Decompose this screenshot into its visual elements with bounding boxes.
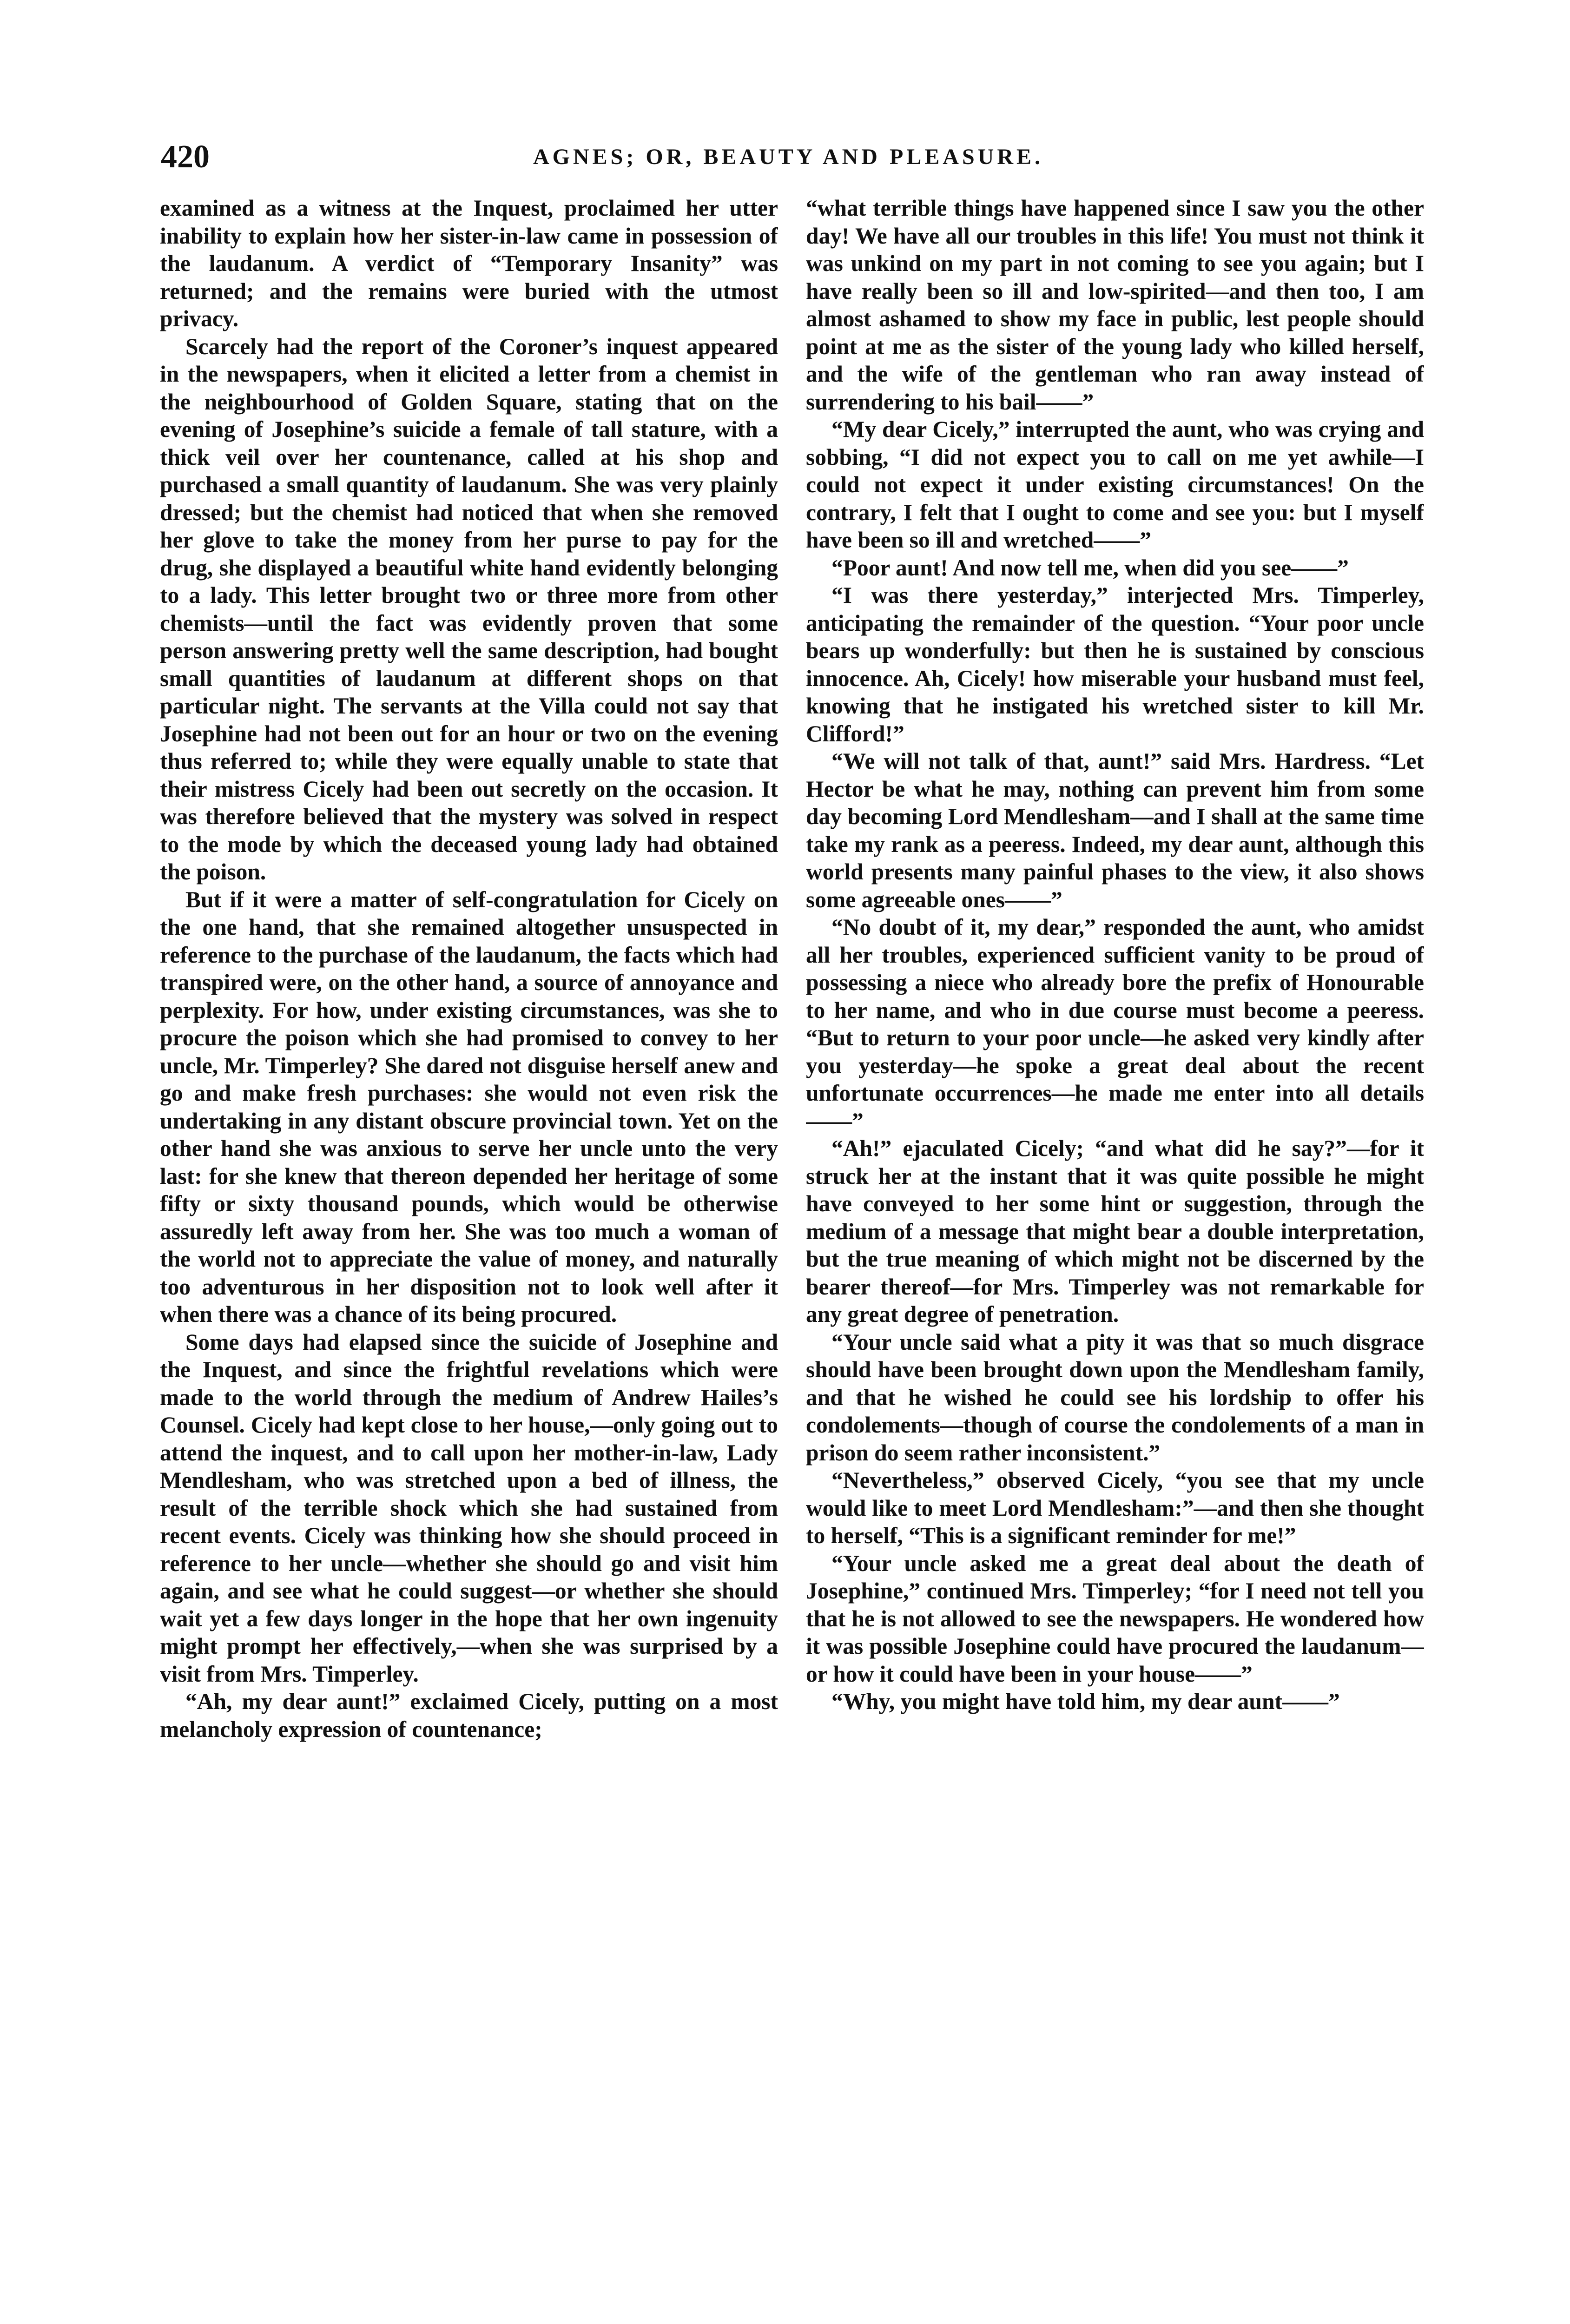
running-title: AGNES; OR, BEAUTY AND PLEASURE. xyxy=(533,145,1043,169)
paragraph: “Your uncle said what a pity it was that so much disgrace should have been brought down upon the Mendlesham family, and that he wished he could see his lordship to offer his condolements—though of course the condolements of a man in prison do seem rather inconsistent.” xyxy=(806,1329,1424,1466)
paragraph: Scarcely had the report of the Coroner’s inquest appeared in the newspapers, when it elicited a letter from a chemist in the neighbourhood of Golden Square, stating that on the evening of Josephine’s suicide a female of tall stature, with a thick veil over her countenance, called at his shop and purchased a small quantity of laudanum. She was very plainly dressed; but the chemist had noticed that when she removed her glove to take the money from her purse to pay for the drug, she displayed a beautiful white hand evidently belonging to a lady. This letter brought two or three more from other chemists—until the fact was evidently proven that some person answering pretty well the same description, had bought small quantities of laudanum at different shops on that particular night. The servants at the Villa could not say that Josephine had not been out for an hour or two on the evening thus referred to; while they were equally unable to state that their mistress Cicely had been out secretly on the occasion. It was therefore believed that the mystery was solved in respect to the mode by which the deceased young lady had obtained the poison. xyxy=(160,333,778,885)
paragraph: But if it were a matter of self-congratulation for Cicely on the one hand, that she remained altogether unsuspected in reference to the purchase of the laudanum, the facts which had transpired were, on the other hand, a source of annoyance and perplexity. For how, under existing circumstances, was she to procure the poison which she had promised to convey to her uncle, Mr. Timperley? She dared not disguise herself anew and go and make fresh purchases: she would not even risk the undertaking in any distant obscure provincial town. Yet on the other hand she was anxious to serve her uncle unto the very last: for she knew that thereon depended her heritage of some fifty or sixty thousand pounds, which would be otherwise assuredly left away from her. She was too much a woman of the world not to appreciate the value of money, and naturally too adventurous in her disposition not to look well after it when there was a chance of its being procured. xyxy=(160,886,778,1327)
paragraph: “Poor aunt! And now tell me, when did you see——” xyxy=(831,555,1349,581)
paragraph: “Ah, my dear aunt!” exclaimed Cicely, putting on a most melancholy expression of countenance; xyxy=(160,1689,778,1742)
paragraph: “Nevertheless,” observed Cicely, “you see that my uncle would like to meet Lord Mendlesham:”—and then she thought to herself, “This is a significant reminder for me!” xyxy=(806,1467,1424,1548)
page-header xyxy=(161,139,1416,190)
right-column xyxy=(806,194,1424,2253)
paragraph: “Your uncle asked me a great deal about the death of Josephine,” continued Mrs. Timperley; “for I need not tell you that he is not allowed to see the newspapers. He wondered how it was possible Josephine could have procured the laudanum—or how it could have been in your house——” xyxy=(806,1550,1424,1687)
paragraph: Some days had elapsed since the suicide of Josephine and the Inquest, and since the frightful revelations which were made to the world through the medium of Andrew Hailes’s Counsel. Cicely had kept close to her house,—only going out to attend the inquest, and to call upon her mother-in-law, Lady Mendlesham, who was stretched upon a bed of illness, the result of the terrible shock which she had sustained from recent events. Cicely was thinking how she should proceed in reference to her uncle—whether she should go and visit him again, and see what he could suggest—or whether she should wait yet a few days longer in the hope that her own ingenuity might prompt her effectively,—when she was surprised by a visit from Mrs. Timperley. xyxy=(160,1329,778,1687)
paragraph: “Ah!” ejaculated Cicely; “and what did he say?”—for it struck her at the instant that it was quite possible he might have conveyed to her some hint or suggestion, through the medium of a message that might bear a double interpretation, but the true meaning of which might not be discerned by the bearer thereof—for Mrs. Timperley was not remarkable for any great degree of penetration. xyxy=(806,1136,1424,1327)
paragraph: “Why, you might have told him, my dear aunt——” xyxy=(831,1689,1340,1714)
paragraph: examined as a witness at the Inquest, proclaimed her utter inability to explain how her sister-in-law came in possession of the laudanum. A verdict of “Temporary Insanity” was returned; and the remains were buried with the utmost privacy. xyxy=(160,195,778,331)
paragraph: “We will not talk of that, aunt!” said Mrs. Hardress. “Let Hector be what he may, nothing can prevent him from some day becoming Lord Mendlesham—and I shall at the same time take my rank as a peeress. Indeed, my dear aunt, although this world presents many painful phases to the view, it also shows some agreeable ones——” xyxy=(806,748,1424,912)
left-column xyxy=(160,194,778,2253)
page-number: 420 xyxy=(161,139,210,175)
paragraph: “My dear Cicely,” interrupted the aunt, who was crying and sobbing, “I did not expect you to call on me yet awhile—I could not expect it under existing circumstances! On the contrary, I felt that I ought to come and see you: but I myself have been so ill and wretched——” xyxy=(806,416,1424,553)
paragraph: “what terrible things have happened since I saw you the other day! We have all our troubles in this life! You must not think it was unkind on my part in not coming to see you again; but I have really been so ill and low-spirited—and then too, I am almost ashamed to show my face in public, lest people should point at me as the sister of the young lady who killed herself, and the wife of the gentleman who ran away instead of surrendering to his bail——” xyxy=(806,195,1424,415)
paragraph: “I was there yesterday,” interjected Mrs. Timperley, anticipating the remainder of the question. “Your poor uncle bears up wonderfully: but then he is sustained by conscious innocence. Ah, Cicely! how miserable your husband must feel, knowing that he instigated his wretched sister to kill Mr. Clifford!” xyxy=(806,582,1424,746)
paragraph: “No doubt of it, my dear,” responded the aunt, who amidst all her troubles, experienced sufficient vanity to be proud of possessing a niece who already bore the prefix of Honourable to her name, and who in due course must become a peeress. “But to return to your poor uncle—he asked very kindly after you yesterday—he spoke a great deal about the recent unfortunate occurrences—he made me enter into all details——” xyxy=(806,914,1424,1134)
